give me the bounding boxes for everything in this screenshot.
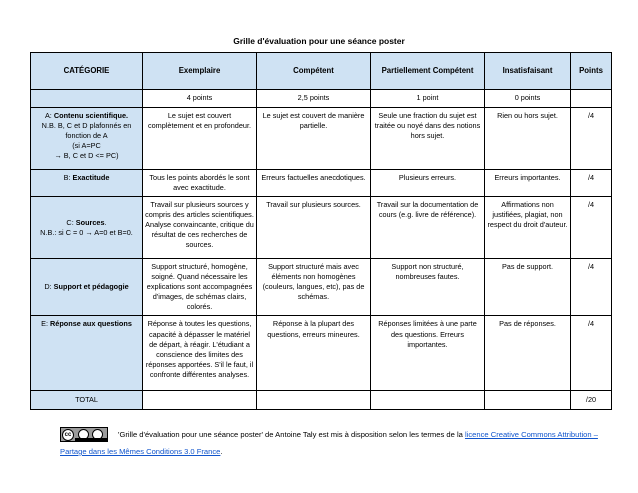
criterion-letter: A: [44, 111, 54, 120]
criterion-note: → B, C et D <= PC) [54, 151, 119, 161]
table-row [31, 108, 612, 170]
criterion-note: N.B. B, C et D plafonnés en fonction de A [41, 121, 132, 141]
points-competent: 2,5 points [257, 90, 371, 108]
cell-competent: Travail sur plusieurs sources. [257, 197, 371, 259]
criterion-letter: B: [63, 173, 73, 182]
cell-partiel: Plusieurs erreurs. [371, 170, 485, 197]
header-insatisfaisant: Insatisfaisant [485, 53, 571, 90]
cell-competent: Le sujet est couvert de manière partielle. [257, 108, 371, 170]
cell-partiel: Seule une fraction du sujet est traitée ou noyé dans des notions hors sujet. [371, 108, 485, 170]
table-row [31, 259, 612, 316]
criterion-title: Réponse aux questions [50, 319, 132, 329]
cell-competent: Réponse à la plupart des questions, erreurs mineures. [257, 316, 371, 391]
total-empty [257, 391, 371, 410]
cell-insatisfaisant: Rien ou hors sujet. [485, 108, 571, 170]
criterion-d [31, 259, 143, 316]
criterion-title: Support et pédagogie [53, 282, 129, 292]
table-row [31, 170, 612, 197]
cell-insatisfaisant: Pas de réponses. [485, 316, 571, 391]
creative-commons-badge-icon[interactable] [60, 427, 108, 442]
header-competent: Compétent [257, 53, 371, 90]
total-empty [371, 391, 485, 410]
cell-insatisfaisant: Affirmations non justifiées, plagiat, non respect du droit d'auteur. [485, 197, 571, 259]
cell-exemplaire: Travail sur plusieurs sources y compris des articles scientifiques. Analyse convaincante, critique du résultat de ces recherches de sources. [143, 197, 257, 259]
license-text: 'Grille d'évaluation pour une séance poster' de Antoine Taly est mis à disposition selon les termes de la [118, 430, 465, 439]
cell-points: /4 [571, 197, 612, 259]
cell-partiel: Réponses limitées à une parte des questions. Erreurs importantes. [371, 316, 485, 391]
cell-exemplaire: Tous les points abordés le sont avec exactitude. [143, 170, 257, 197]
criterion-letter: C: [66, 217, 76, 227]
points-partiel: 1 point [371, 90, 485, 108]
table-row [31, 316, 612, 391]
criterion-b [31, 170, 143, 197]
table-row [31, 197, 612, 259]
cc-logo-icon: cc [62, 429, 74, 441]
criterion-title: Sources [75, 217, 105, 227]
points-scale-row [31, 90, 612, 108]
cell-insatisfaisant: Pas de support. [485, 259, 571, 316]
rubric-table [30, 52, 612, 410]
cell-exemplaire: Réponse à toutes les questions, capacité à dépasser le matériel de départ, à réagir. L'étudiant a conscience des limites des réponses apportées. S'il le faut, il confronte différentes analyses. [143, 316, 257, 391]
total-empty [485, 391, 571, 410]
cell-points: /4 [571, 170, 612, 197]
total-empty [143, 391, 257, 410]
cell-points: /4 [571, 316, 612, 391]
total-label: TOTAL [31, 391, 143, 410]
criterion-title: Contenu scientifique. [53, 111, 129, 120]
criterion-letter: D: [44, 282, 54, 292]
criterion-letter: E: [41, 319, 50, 329]
header-categorie: CATÉGORIE [31, 53, 143, 90]
criterion-title: Exactitude [72, 173, 110, 182]
page-title: Grille d'évaluation pour une séance poster [233, 36, 405, 46]
cell-competent: Support structuré mais avec éléments non homogènes (couleurs, langues, etc), pas de schémas. [257, 259, 371, 316]
criterion-a [31, 108, 143, 170]
cell-exemplaire: Le sujet est couvert complètement et en profondeur. [143, 108, 257, 170]
criterion-e [31, 316, 143, 391]
total-points: /20 [571, 391, 612, 410]
points-exemplaire: 4 points [143, 90, 257, 108]
criterion-note: N.B.: si C = 0 → A=0 et B=0. [40, 227, 133, 237]
total-row [31, 391, 612, 410]
cell-points: /4 [571, 259, 612, 316]
cell-exemplaire: Support structuré, homogène, soigné. Quand nécessaire les explications sont accompagnées d'images, de schémas clairs, colorés. [143, 259, 257, 316]
badge-strip [75, 438, 107, 441]
criterion-suffix: . [104, 217, 107, 227]
license-text-end: . [220, 447, 223, 456]
cell-partiel: Travail sur la documentation de cours (e.g. livre de référence). [371, 197, 485, 259]
header-row [31, 53, 612, 90]
cell-partiel: Support non structuré, nombreuses fautes. [371, 259, 485, 316]
cell-competent: Erreurs factuelles anecdotiques. [257, 170, 371, 197]
cell-insatisfaisant: Erreurs importantes. [485, 170, 571, 197]
cell-points: /4 [571, 108, 612, 170]
points-scale-empty [31, 90, 143, 108]
header-partiellement-competent: Partiellement Compétent [371, 53, 485, 90]
license-link[interactable]: licence Creative Commons Attribution – Partage dans les Mêmes Conditions 3.0 France [60, 430, 598, 456]
criterion-note: (si A=PC [72, 141, 101, 151]
points-insatisfaisant: 0 points [485, 90, 571, 108]
header-points: Points [571, 53, 612, 90]
points-scale-empty-right [571, 90, 612, 108]
header-exemplaire: Exemplaire [143, 53, 257, 90]
license-footer [60, 426, 620, 460]
criterion-c [31, 197, 143, 259]
